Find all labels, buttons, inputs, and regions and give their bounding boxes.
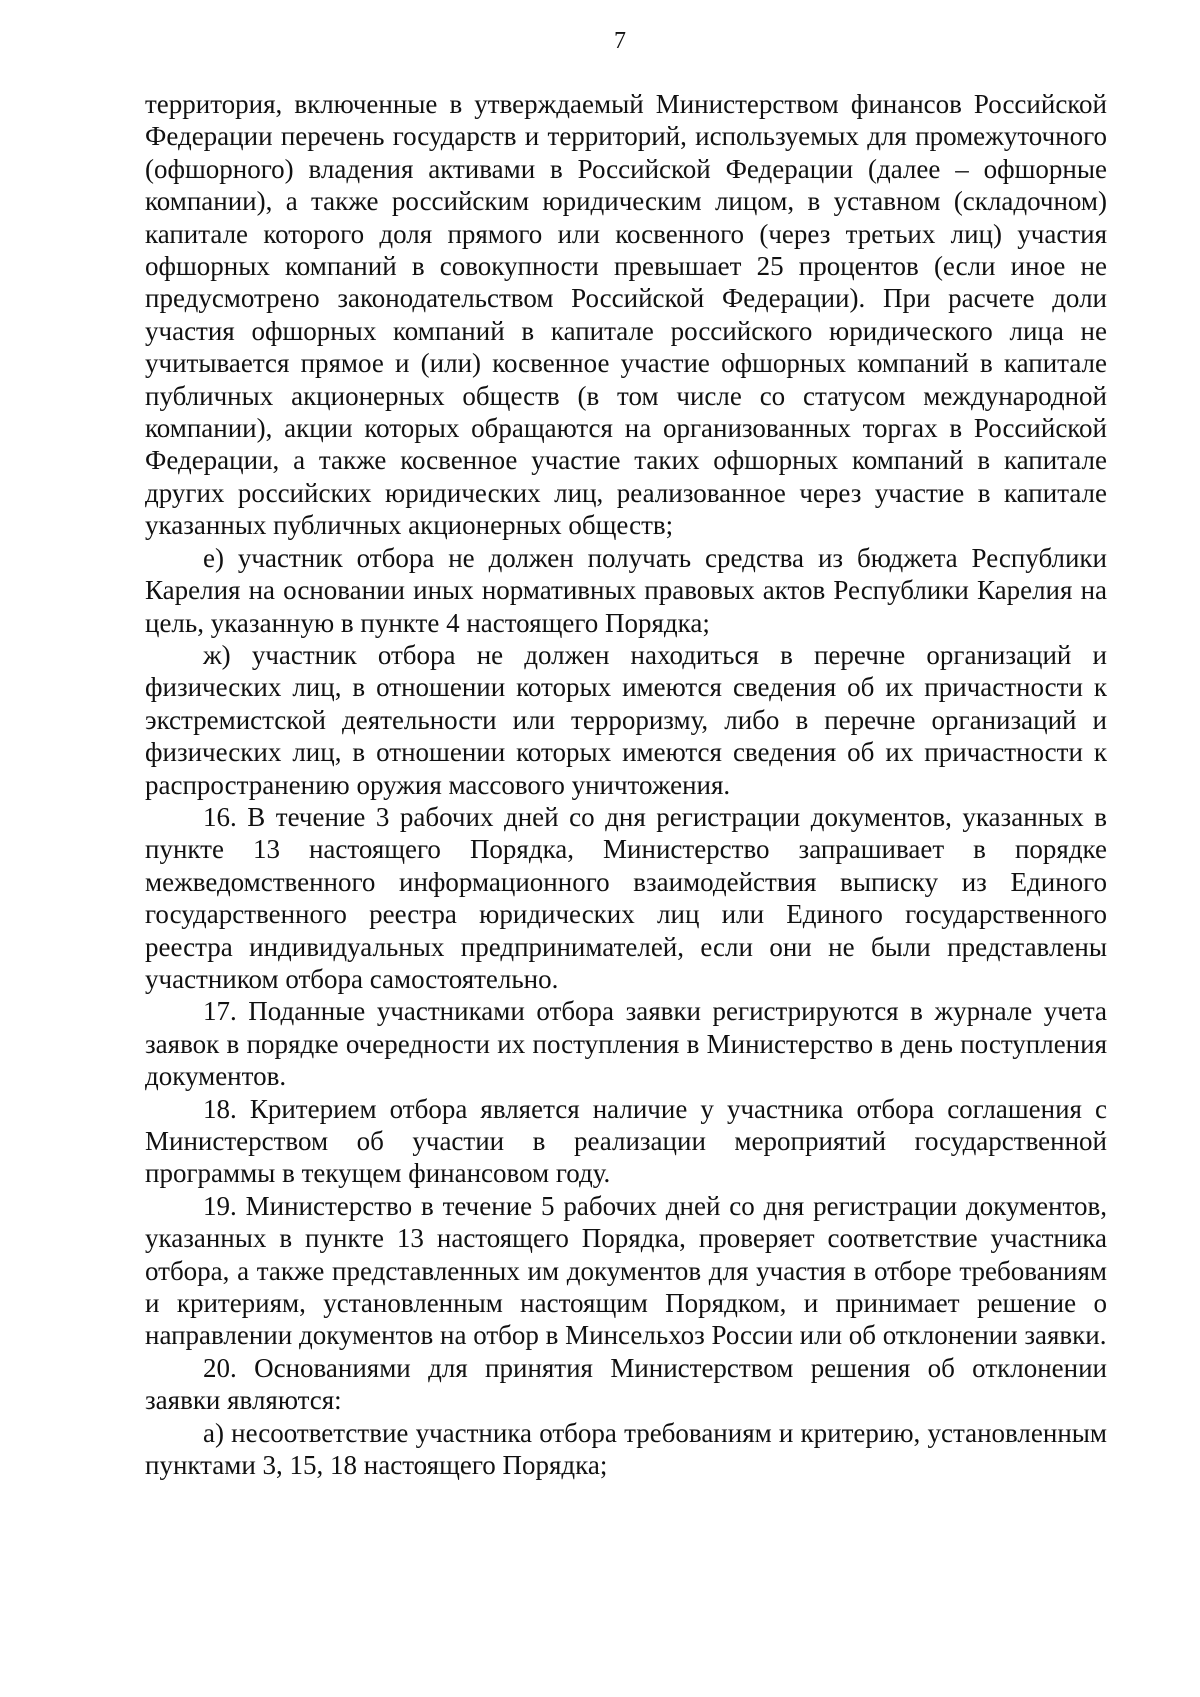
- page-number: 7: [614, 28, 626, 54]
- paragraph-20-item-a: а) несоответствие участника отбора требованиям и критерию, установленным пунктами 3, 15, 18 настоящего Порядка;: [145, 1417, 1107, 1481]
- document-body: [145, 88, 1107, 1481]
- paragraph-16: 16. В течение 3 рабочих дней со дня регистрации документов, указанных в пункте 13 настоящего Порядка, Министерство запрашивает в порядке межведомственного информационного взаимодействия выписку из Единого государственного реестра юридических лиц или Единого государственного реестра индивидуальных предпринимателей, если они не были представлены участником отбора самостоятельно.: [145, 801, 1107, 994]
- paragraph-20: 20. Основаниями для принятия Министерством решения об отклонении заявки являются:: [145, 1352, 1107, 1416]
- paragraph-item-zh: ж) участник отбора не должен находиться в перечне организаций и физических лиц, в отношении которых имеются сведения об их причастности к экстремистской деятельности или терроризму, либо в перечне организаций и физических лиц, в отношении которых имеются сведения об их причастности к распространению оружия массового уничтожения.: [145, 639, 1107, 800]
- paragraph-19: 19. Министерство в течение 5 рабочих дней со дня регистрации документов, указанных в пункте 13 настоящего Порядка, проверяет соответствие участника отбора, а также представленных им документов для участия в отборе требованиям и критериям, установленным настоящим Порядком, и принимает решение о направлении документов на отбор в Минсельхоз России или об отклонении заявки.: [145, 1190, 1107, 1351]
- paragraph-offshore-continuation: территория, включенные в утверждаемый Министерством финансов Российской Федерации перечень государств и территорий, используемых для промежуточного (офшорного) владения активами в Российской Федерации (далее – офшорные компании), а также российским юридическим лицом, в уставном (складочном) капитале которого доля прямого или косвенного (через третьих лиц) участия офшорных компаний в совокупности превышает 25 процентов (если иное не предусмотрено законодательством Российской Федерации). При расчете доли участия офшорных компаний в капитале российского юридического лица не учитывается прямое и (или) косвенное участие офшорных компаний в капитале публичных акционерных обществ (в том числе со статусом международной компании), акции которых обращаются на организованных торгах в Российской Федерации, а также косвенное участие таких офшорных компаний в капитале других российских юридических лиц, реализованное через участие в капитале указанных публичных акционерных обществ;: [145, 89, 1107, 541]
- paragraph-item-e: е) участник отбора не должен получать средства из бюджета Республики Карелия на основании иных нормативных правовых актов Республики Карелия на цель, указанную в пункте 4 настоящего Порядка;: [145, 542, 1107, 638]
- paragraph-18: 18. Критерием отбора является наличие у участника отбора соглашения с Министерством об участии в реализации мероприятий государственной программы в текущем финансовом году.: [145, 1093, 1107, 1189]
- paragraph-17: 17. Поданные участниками отбора заявки регистрируются в журнале учета заявок в порядке очередности их поступления в Министерство в день поступления документов.: [145, 996, 1107, 1092]
